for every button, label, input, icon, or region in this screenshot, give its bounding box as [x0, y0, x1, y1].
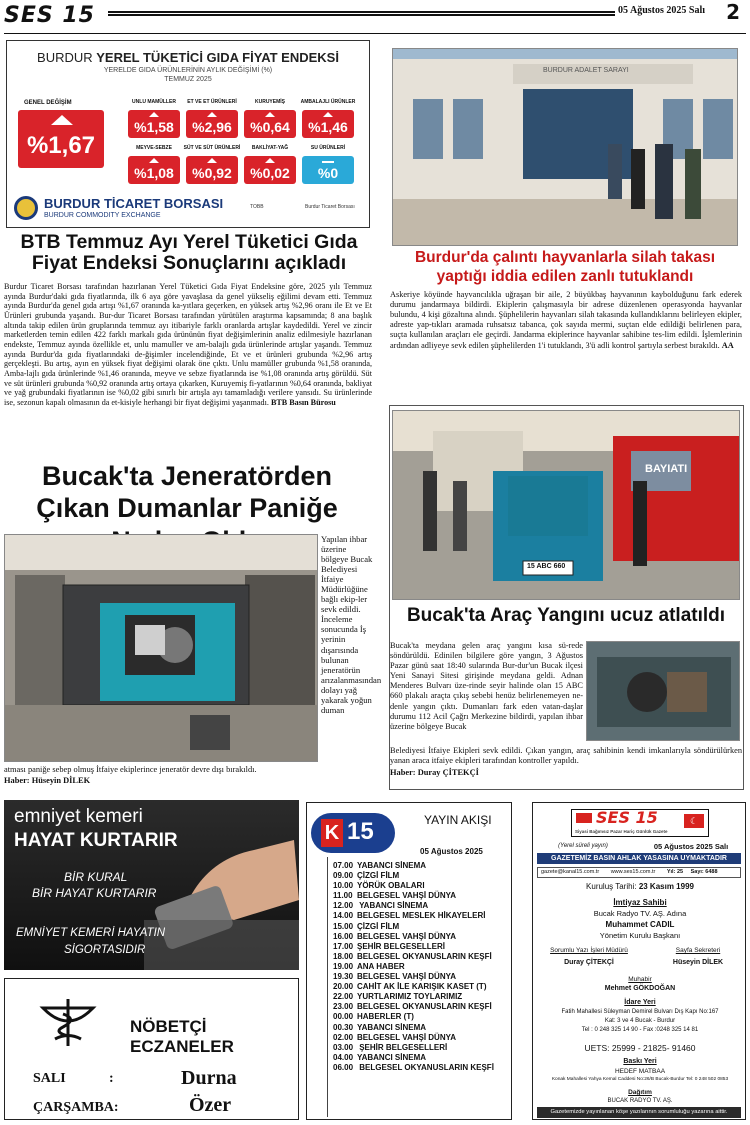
index-item-box — [128, 156, 180, 184]
theft-headline: Burdur'da çalıntı hayvanlarla silah takası yaptığı iddia edilen zanlı tutuklandı — [414, 249, 716, 285]
tv-program-time: 04.00 — [333, 1052, 354, 1062]
pharmacy-box — [4, 978, 299, 1120]
fire-headline: Bucak'ta Araç Yangını ucuz atlatıldı — [406, 605, 726, 626]
index-item-box — [186, 110, 238, 138]
tv-program-row — [333, 1053, 511, 1063]
page-number: 2 — [726, 0, 740, 24]
imp-contact-row — [537, 867, 741, 878]
imp-year: Yıl: 25 — [666, 869, 684, 875]
infographic-period: TEMMUZ 2025 — [164, 76, 212, 83]
imp-addr2: Kat: 3 ve 4 Bucak - Burdur — [604, 1018, 676, 1024]
imp-banner: GAZETEMİZ BASIN AHLAK YASASINA UYMAKTADIR — [537, 853, 741, 864]
tv-program-title: BELGESEL OKYANUSLARIN KEŞFİ — [357, 951, 492, 961]
flat-indicator-icon — [322, 161, 334, 163]
generator-side-text: Yapılan ihbar üzerine bölgeye Bucak Belediyesi İtfaiye Müdürlüğüne bağlı ekip-ler sevk edildi. İnceleme sonucunda İş yerinin dışarısında bulunan jeneratörün arızalanmasından dolayı yağ yakarak yoğun duman — [321, 534, 382, 715]
index-item-label: ET VE ET ÜRÜNLERİ — [187, 99, 237, 105]
tobb-logo-text: TOBB — [250, 204, 264, 210]
index-item-label: KURUYEMİŞ — [254, 99, 285, 105]
index-item-label: UNLU MAMÜLLER — [132, 99, 176, 105]
pharmacy-day-2: ÇARŞAMBA: — [33, 1100, 119, 1115]
index-item-label: BAKLİYAT-YAĞ — [251, 145, 289, 151]
tv-program-time: 03.00 — [333, 1042, 354, 1052]
seatbelt-l2: HAYAT KURTARIR — [14, 830, 178, 851]
btb-headline: BTB Temmuz Ayı Yerel Tüketici Gıda Fiyat Endeksi Sonuçlarını açıkladı — [20, 231, 358, 275]
imp-issue: Sayı: 6488 — [690, 869, 718, 875]
tv-program-title: BELGESEL VAHŞİ DÜNYA — [357, 931, 456, 941]
tv-program-title: ŞEHİR BELGESELLERİ — [357, 1042, 448, 1052]
tv-program-title: YABANCI SİNEMA — [357, 861, 427, 870]
index-item-box — [302, 156, 354, 184]
general-change-label: GENEL DEĞİŞİM — [24, 100, 72, 106]
k15-logo — [311, 813, 395, 853]
pharmacy-day-1: SALI — [33, 1071, 66, 1086]
seatbelt-l6: SİGORTASIDIR — [64, 944, 146, 956]
imp-owner-role: Yönetim Kurulu Başkanı — [599, 931, 681, 940]
tv-program-title: YÖRÜK OBALARI — [357, 881, 425, 891]
tv-program-title: HABERLER (T) — [357, 1012, 414, 1022]
tv-title: YAYIN AKIŞI — [424, 813, 492, 827]
tv-program-title: BELGESEL MESLEK HİKAYELERİ — [357, 911, 486, 921]
tv-program-title: YABANCI SİNEMA — [357, 1022, 427, 1032]
tv-program-row — [333, 1033, 511, 1043]
imp-date: 05 Ağustos 2025 Salı — [653, 842, 729, 851]
tv-program-row — [333, 982, 511, 992]
tv-program-title: BELGESEL OKYANUSLARIN KEŞFİ — [357, 1002, 492, 1012]
tv-program-title: BELGESEL VAHŞİ DÜNYA — [357, 1032, 456, 1042]
index-item-box — [186, 156, 238, 184]
pharmacy-sep-1: : — [109, 1071, 114, 1086]
tv-program-time: 19.30 — [333, 972, 354, 982]
seatbelt-l5: EMNİYET KEMERİ HAYATIN — [16, 927, 166, 939]
tv-program-row — [333, 1023, 511, 1033]
tv-program-time: 17.00 — [333, 941, 354, 951]
megaphone-icon — [576, 813, 592, 823]
tv-program-time: 20.00 — [333, 982, 354, 992]
imp-dist-name: BUCAK RADYO TV. AŞ. — [607, 1098, 673, 1104]
infographic-title: BURDUR YEREL TÜKETİCİ GIDA FİYAT ENDEKSİ — [37, 50, 339, 65]
tv-program-row — [333, 992, 511, 1002]
up-arrow-icon — [51, 115, 73, 125]
tv-program-title: YABANCI SİNEMA — [357, 901, 429, 911]
tv-program-time: 18.00 — [333, 951, 354, 961]
header-divider — [4, 33, 746, 34]
seatbelt-l4: BİR HAYAT KURTARIR — [32, 886, 157, 900]
imp-editor-name: Duray ÇİTEKÇİ — [564, 959, 614, 966]
generator-bottom-text: atması paniğe sebep olmuş İtfaiye ekiplerince jeneratör devre dışı bırakıldı. — [4, 765, 257, 774]
index-item-value: %0,92 — [192, 165, 232, 181]
index-item-label: AMBALAJLI ÜRÜNLER — [300, 99, 356, 105]
tv-timeline-line — [327, 857, 328, 1117]
imp-logo-text: SES 15 — [596, 808, 658, 827]
index-item-box — [302, 110, 354, 138]
tv-program-title: YURTLARIMIZ TOYLARIMIZ — [357, 992, 463, 1002]
index-item-value: %0 — [317, 165, 339, 181]
generator-photo — [4, 534, 318, 762]
tv-program-row — [333, 952, 511, 962]
borsa-small-logo-text: Burdur Ticaret Borsası — [305, 204, 355, 210]
tv-date: 05 Ağustos 2025 — [420, 847, 483, 856]
tv-program-title: ÇİZGİ FİLM — [357, 921, 400, 931]
tv-program-row — [333, 1043, 511, 1053]
header-date: 05 Ağustos 2025 Salı — [615, 5, 708, 16]
tv-program-time: 23.00 — [333, 1002, 354, 1012]
tv-program-time: 10.00 — [333, 881, 354, 891]
imp-addr3: Tel : 0 248 325 14 90 - Fax :0248 325 14 81 — [581, 1027, 699, 1033]
imp-print-label: Baskı Yeri — [623, 1058, 657, 1065]
tv-program-time: 02.00 — [333, 1032, 354, 1042]
tv-program-row — [333, 901, 511, 911]
tv-program-time: 09.00 — [333, 871, 354, 881]
borsa-name: BURDUR TİCARET BORSASI — [44, 196, 224, 211]
tv-program-title: CAHİT AK İLE KARIŞIK KASET (T) — [357, 982, 487, 992]
tv-program-title: BELGESEL VAHŞİ DÜNYA — [357, 891, 456, 901]
index-item-value: %0,64 — [250, 119, 290, 135]
generator-headline: Bucak'ta Jeneratörden Çıkan Dumanlar Paniğe — [36, 461, 338, 524]
index-item-box — [244, 156, 296, 184]
imp-editor-label: Sorumlu Yazı İşleri Müdürü — [550, 947, 628, 954]
imp-corr-label: Muhabir — [628, 976, 652, 983]
tv-program-title: YABANCI SİNEMA — [357, 1052, 427, 1062]
tv-program-time: 15.00 — [333, 921, 354, 931]
infographic-subtitle: YERELDE GIDA ÜRÜNLERİNİN AYLIK DEĞİŞİMİ (%) — [103, 67, 273, 74]
tv-program-time: 00.00 — [333, 1012, 354, 1022]
tv-program-row — [333, 1012, 511, 1022]
imp-addr-label: İdare Yeri — [624, 999, 656, 1006]
index-item-value: %1,46 — [308, 119, 348, 135]
theft-body: Askeriye köyünde hayvancılıkla uğraşan bir aile, 2 büyükbaş hayvanının kaybolduğunu fark ederek durumu jandarmaya bildirdi. Ekiplerin çalışmasıyla bir adrese düzenlenen operasyonda hayvanlar bulundu, 4 kişi gözaltına alındı. Şüphelilerin hayvanları silah takasında kullandıklarını belirleyen ekipler, adreste yap-tıkları aramada ruhsatsız tabanca, çok sayıda mermi, suçtan elde edildiği belirlenen para, suçta kullanılan araçları ele geçirdi. Jandarma ekiplerince hayvanlar sahibine tes-lim edildi. İşlemlerinin ardından adliyeye sevk edilen şüphelilerden 1'i tutuklandı, 3'ü adli kontrol şartıyla serbest bırakıldı. AA — [390, 290, 742, 350]
tv-program-row — [333, 942, 511, 952]
up-arrow-icon — [207, 158, 217, 163]
imp-logo — [571, 809, 709, 837]
tv-program-time: 14.00 — [333, 911, 354, 921]
tv-program-time: 12.00 — [333, 901, 354, 911]
up-arrow-icon — [149, 112, 159, 117]
tv-program-row — [333, 972, 511, 982]
fire-body-wide: Belediyesi İtfaiye Ekipleri sevk edildi. Çıkan yangın, araç sahibinin kendi imkanlarıyla söndürülürken yanan araca itfaiye ekipleri tarafından kontroller yapıldı. — [390, 746, 742, 766]
pharmacy-bowl-icon — [33, 994, 103, 1049]
tv-program-time: 16.00 — [333, 931, 354, 941]
tv-program-title: BELGESEL VAHŞİ DÜNYA — [357, 972, 456, 982]
burned-car-photo — [586, 641, 740, 741]
borsa-seal-icon — [14, 196, 38, 220]
turkish-flag-icon: ☾ — [684, 814, 704, 828]
fire-body-narrow: Bucak'ta meydana gelen araç yangını kısa sü-rede söndürüldü. Edinilen bilgilere göre yangın, 3 Ağustos Pazar günü saat 18:40 sularında Bur-dur'un Bucak ilçesi Yeni Sanayi Sitesi girişinde meydana geldi. Adnan Menderes Bulvarı üze-rinde seyir halinde olan 15 ABC 660 plakalı araçta çıkış sebebi henüz belirlenemeyen ne-denle yangın çıktı. Dumanları fark eden vatan-daşlar durumu 112 Acil Çağrı Merkezine bildirdi, yapılan ihbar üzerine bölgeye Bucak — [390, 641, 583, 731]
up-arrow-icon — [265, 158, 275, 163]
imp-layout-label: Sayfa Sekreteri — [675, 947, 721, 954]
index-item-value: %1,58 — [134, 119, 174, 135]
imp-owner-co: Bucak Radyo TV. AŞ. Adına — [593, 909, 687, 918]
tv-program-list — [333, 861, 511, 1073]
generator-byline: Haber: Hüseyin DİLEK — [4, 776, 91, 785]
index-item-box — [128, 110, 180, 138]
pharmacy-title: NÖBETÇİ ECZANELER — [130, 1017, 234, 1056]
borsa-logo — [14, 194, 224, 224]
tv-program-row — [333, 861, 511, 871]
imp-layout-name: Hüseyin DİLEK — [672, 959, 724, 966]
impressum-box — [532, 802, 746, 1120]
tv-program-title: ÇİZGİ FİLM — [357, 871, 400, 881]
k15-logo-k: K — [321, 819, 343, 847]
index-item-value: %2,96 — [192, 119, 232, 135]
tv-program-time: 11.00 — [333, 891, 353, 901]
imp-addr1: Fatih Mahallesi Süleyman Demirel Bulvarı Dış Kapı No:167 — [561, 1009, 719, 1015]
general-change-value: %1,67 — [26, 132, 96, 159]
tv-schedule-box — [306, 802, 512, 1120]
up-arrow-icon — [265, 112, 275, 117]
imp-owner-name: Muhammet CADIL — [605, 920, 675, 929]
tv-program-row — [333, 911, 511, 921]
imp-slogan: Siyasi Bağımsız Pazar Hariç Günlük Gazete — [575, 829, 668, 834]
tv-program-row — [333, 932, 511, 942]
imp-email[interactable]: gazete@kanal15.com.tr — [541, 869, 600, 875]
fire-byline: Haber: Duray ÇİTEKÇİ — [390, 768, 479, 777]
tv-program-title: ANA HABER — [357, 961, 405, 971]
tv-program-row — [333, 1063, 511, 1073]
tv-program-row — [333, 891, 511, 901]
masthead-logo: SES 15 — [4, 3, 95, 28]
up-arrow-icon — [149, 158, 159, 163]
k15-logo-15: 15 — [347, 818, 374, 845]
index-item-label: SU ÜRÜNLERİ — [310, 145, 346, 151]
imp-dist-label: Dağıtım — [628, 1089, 652, 1096]
tv-program-time: 22.00 — [333, 992, 354, 1002]
imp-print-addr: Konak Mahallesi Yahya Kemal Caddesi No:26/B Bucak-Burdur Tel: 0 248 502 0853 — [551, 1077, 729, 1082]
imp-uets: UETS: 25999 - 21825- 91460 — [584, 1043, 696, 1053]
index-item-value: %0,02 — [250, 165, 290, 181]
tv-program-time: 06.00 — [333, 1062, 354, 1072]
courthouse-photo — [392, 48, 738, 246]
tv-program-time: 19.00 — [333, 961, 354, 971]
tv-program-time: 07.00 — [333, 861, 354, 870]
seatbelt-ad — [4, 800, 299, 970]
tv-program-title: BELGESEL OKYANUSLARIN KEŞFİ — [357, 1062, 494, 1072]
seatbelt-l3: BİR KURAL — [64, 870, 128, 884]
up-arrow-icon — [207, 112, 217, 117]
imp-owner-label: İmtiyaz Sahibi — [613, 898, 667, 907]
tv-program-time: 00.30 — [333, 1022, 354, 1032]
seatbelt-hand-icon — [144, 800, 299, 970]
tv-program-title: ŞEHİR BELGESELLERİ — [357, 941, 446, 951]
index-item-value: %1,08 — [134, 165, 174, 181]
borsa-subtitle: BURDUR COMMODITY EXCHANGE — [44, 212, 161, 219]
index-item-label: MEYVE-SEBZE — [136, 145, 172, 151]
imp-web[interactable]: www.ses15.com.tr — [610, 869, 656, 875]
car-plate: 15 ABC 660 — [527, 563, 566, 570]
car-fire-photo — [392, 410, 740, 600]
pharmacy-name-1: Durna — [181, 1067, 237, 1089]
btb-body: Burdur Ticaret Borsası tarafından hazırlanan Yerel Tüketici Gıda Fiyat Endeksine göre, 2025 yılı Temmuz ayında Burdur'daki gıda fiyatlarında, ilk 6 aya göre yavaşlasa da genel yükseliş eğilimi devam etti. Temmuz ayında Burdur'da genel gıda artışı %1,67 oranında ka-yıtlara geçerken, en yüksek artış %2,96 oranı ile Et ve Et Ürünleri grubunda yaşandı. Bur-dur Ticaret Borsası tarafından yürütülen araştırma kapsamında; 8 ana başlık altında takip edilen ürün gruplarında temmuz ayı itibariyle farklı oranlarda artışlar kaydedildi. Yerel ve zincir marketlerden temin edilen 422 farklı markalı gıda ürününün fiyat değişimlerinin analiz edilmesiyle hazırlanan endekste, Temmuz ayında özellikle et, unlu mamuller ve am-balajlı gıda ürünlerinde artışlar yaşandı. Temmuz ayında Burdur'da gıda fiyatlarındaki de-ğişimler incelendiğinde, Et ve et ürünleri grubunda %2,96 artış gerçekleşti. Bu artış, ayın en yüksek fiyat değişimi olarak öne çıktı. Unlu mamüller grubunda %1,58 oranında, Amba-lajlı gıda ürünlerinde %1,46 oranında, meyve ve sebze fiyatlarında ise %1,08 oranında artış görüldü. Süt ve süt ürünleri grubunda %0,92 oranında artış ortaya çıkarken, Kuruyemiş fi-yatlarının %0,64 oranında, bakliyat ve yağ grubundaki fiyatlarının ise %0,02 gibi sınırlı bir artışla ayı tamamladığı verilere yansıdı. Su ürünlerinde ise, sezonun kapalı olmasının da et-kisiyle herhangi bir fiyat değişimi yaşanmadı. BTB Basın Bürosu — [4, 282, 372, 407]
pharmacy-name-2: Özer — [189, 1094, 232, 1116]
seatbelt-l1: emniyet kemeri — [14, 806, 143, 827]
general-change-box — [18, 110, 104, 168]
imp-founded: Kuruluş Tarihi: 23 Kasım 1999 — [586, 882, 694, 891]
tv-program-row — [333, 881, 511, 891]
imp-type: (Yerel süreli yayın) — [558, 843, 608, 849]
index-item-box — [244, 110, 296, 138]
tv-program-row — [333, 962, 511, 972]
tv-program-row — [333, 1002, 511, 1012]
imp-print-name: HEDEF MATBAA — [614, 1068, 666, 1075]
up-arrow-icon — [323, 112, 333, 117]
imp-footer: Gazetemizde yayınlanan köşe yazılarının sorumluluğu yazarına aittir. — [537, 1107, 741, 1118]
courthouse-sign: BURDUR ADALET SARAYI — [543, 67, 629, 74]
truck-text: BAYIATI — [645, 463, 688, 475]
tv-program-row — [333, 871, 511, 881]
index-item-label: SÜT VE SÜT ÜRÜNLERİ — [183, 145, 241, 151]
tv-program-row — [333, 922, 511, 932]
imp-corr-name: Mehmet GÖKDOĞAN — [604, 985, 676, 992]
